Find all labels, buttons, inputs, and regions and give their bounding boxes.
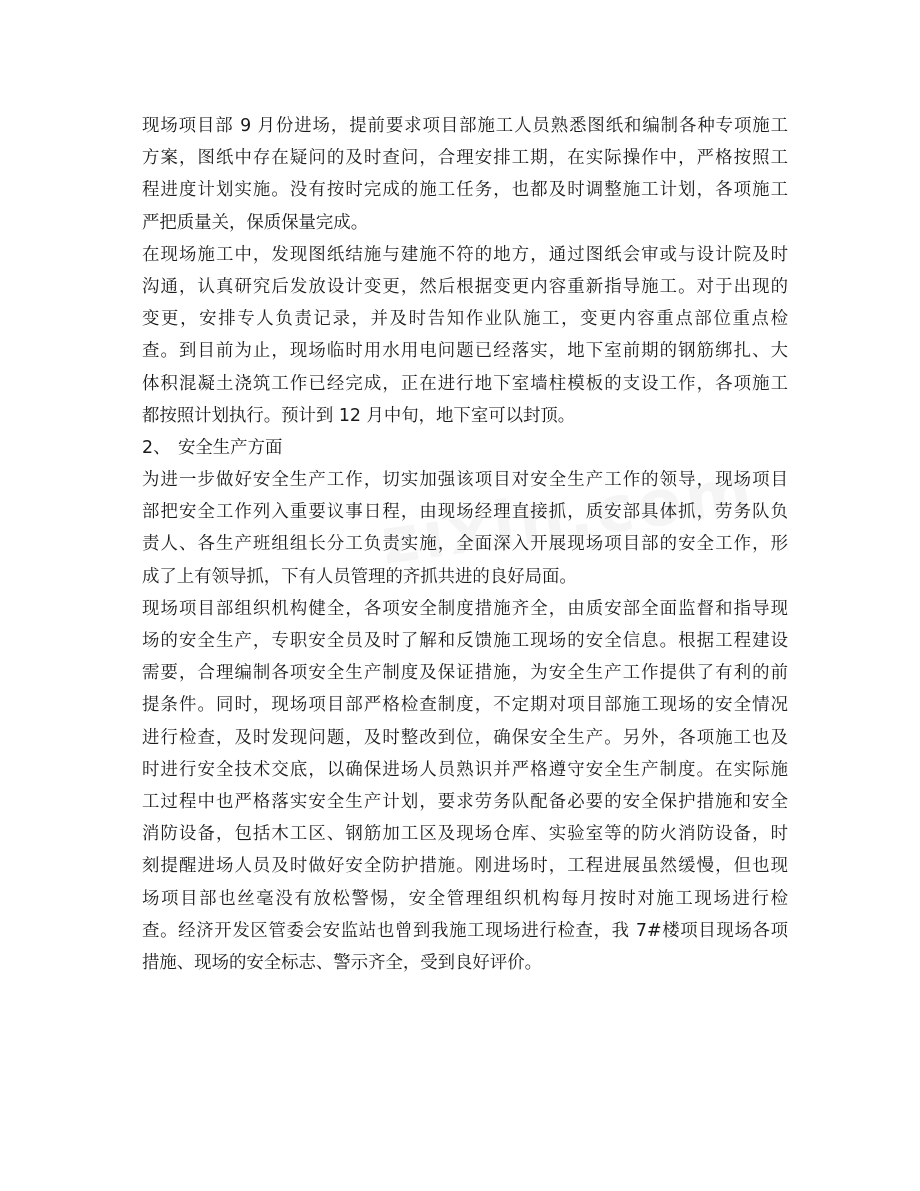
body-text (142, 110, 788, 979)
text-line: 工过程中也严格落实安全生产计划，要求劳务队配备必要的安全保护措施和安全 (142, 791, 788, 812)
text-line: 进行检查，及时发现问题，及时整改到位，确保安全生产。另外，各项施工也及 (142, 727, 788, 748)
paragraph-2 (142, 239, 788, 432)
text-line: 消防设备，包括木工区、钢筋加工区及现场仓库、实验室等的防火消防设备，时 (142, 824, 788, 845)
text-line: 提条件。同时，现场项目部严格检查制度，不定期对项目部施工现场的安全情况 (142, 695, 788, 716)
section-heading (142, 432, 788, 464)
text-line: 刻提醒进场人员及时做好安全防护措施。刚进场时，工程进展虽然缓慢，但也现 (142, 856, 788, 877)
text-line: 方案，图纸中存在疑问的及时查问，合理安排工期，在实际操作中，严格按照工 (142, 148, 788, 169)
text-line: 场的安全生产，专职安全员及时了解和反馈施工现场的安全信息。根据工程建设 (142, 631, 788, 651)
text-line: 需要，合理编制各项安全生产制度及保证措施，为安全生产工作提供了有利的前 (142, 663, 788, 684)
text-line: 现场项目部 9 月份进场，提前要求项目部施工人员熟悉图纸和编制各种专项施工 (142, 116, 788, 136)
paragraph-1 (142, 110, 788, 239)
text-line: 责人、各生产班组组长分工负责实施，全面深入开展现场项目部的安全工作，形 (142, 534, 788, 555)
text-line: 沟通，认真研究后发放设计变更，然后根据变更内容重新指导施工。对于出现的 (142, 276, 788, 297)
text-line: 变更，安排专人负责记录，并及时告知作业队施工，变更内容重点部位重点检 (142, 309, 788, 330)
text-line: 都按照计划执行。预计到 12 月中旬，地下室可以封顶。 (142, 405, 576, 426)
text-line: 程进度计划实施。没有按时完成的施工任务，也都及时调整施工计划，各项施工 (142, 180, 788, 201)
text-line: 严把质量关，保质保量完成。 (142, 212, 369, 233)
paragraph-3 (142, 464, 788, 593)
section-title: 安全生产方面 (178, 437, 283, 458)
text-line: 成了上有领导抓，下有人员管理的齐抓共进的良好局面。 (142, 566, 577, 587)
text-line: 查。到目前为止，现场临时用水用电问题已经落实，地下室前期的钢筋绑扎、大 (142, 341, 788, 362)
section-number: 2、 (142, 437, 171, 458)
text-line: 查。经济开发区管委会安监站也曾到我施工现场进行检查，我 7#楼项目现场各项 (142, 920, 788, 941)
text-line: 在现场施工中，发现图纸结施与建施不符的地方，通过图纸会审或与设计院及时 (142, 244, 788, 265)
text-line: 现场项目部组织机构健全，各项安全制度措施齐全，由质安部全面监督和指导现 (142, 598, 788, 619)
text-line: 措施、现场的安全标志、警示齐全，受到良好评价。 (142, 952, 542, 973)
text-line: 体积混凝土浇筑工作已经完成，正在进行地下室墙柱模板的支设工作，各项施工 (142, 373, 788, 394)
paragraph-4 (142, 593, 788, 979)
text-line: 为进一步做好安全生产工作，切实加强该项目对安全生产工作的领导，现场项目 (142, 470, 788, 491)
text-line: 时进行安全技术交底，以确保进场人员熟识并严格遵守安全生产制度。在实际施 (142, 759, 788, 780)
text-line: 场项目部也丝毫没有放松警惕，安全管理组织机构每月按时对施工现场进行检 (142, 888, 788, 909)
text-line: 部把安全工作列入重要议事日程，由现场经理直接抓，质安部具体抓，劳务队负 (142, 502, 788, 523)
